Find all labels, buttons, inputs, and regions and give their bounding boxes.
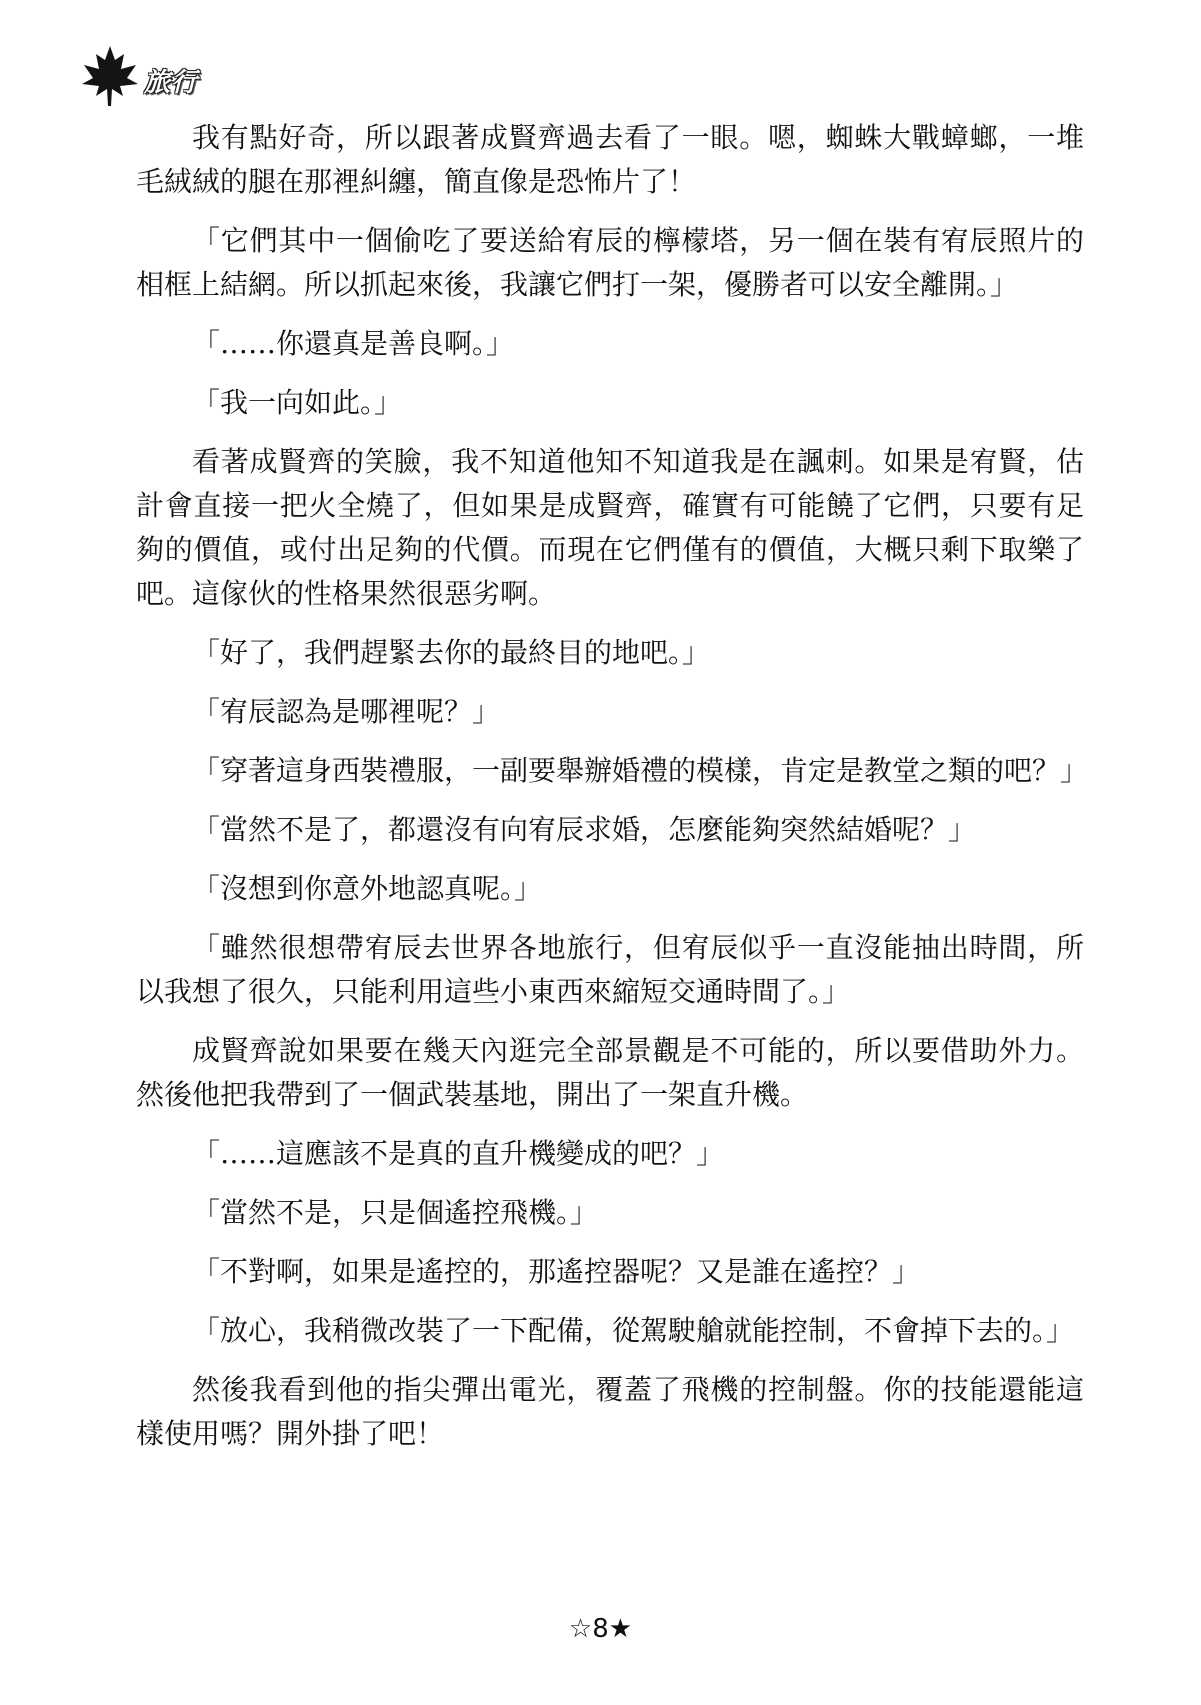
paragraph: 「放心，我稍微改裝了一下配備，從駕駛艙就能控制，不會掉下去的。」 (192, 1314, 1075, 1347)
page-number: ☆8★ (568, 1614, 633, 1644)
paragraph: 我有點好奇，所以跟著成賢齊過去看了一眼。嗯，蜘蛛大戰蟑螂，一堆毛絨絨的腿在那裡糾纏，簡直像是恐怖片了！ (136, 121, 1084, 198)
paragraph: 「宥辰認為是哪裡呢？」 (192, 695, 501, 728)
paragraph: 「它們其中一個偷吃了要送給宥辰的檸檬塔，另一個在裝有宥辰照片的相框上結網。所以抓起來後，我讓它們打一架，優勝者可以安全離開。」 (136, 224, 1084, 301)
paragraph: 「不對啊，如果是遙控的，那遙控器呢？又是誰在遙控？」 (192, 1255, 921, 1288)
section-title: 旅行 (144, 68, 199, 98)
paragraph: 看著成賢齊的笑臉，我不知道他知不知道我是在諷刺。如果是宥賢，估計會直接一把火全燒了，但如果是成賢齊，確實有可能饒了它們，只要有足夠的價值，或付出足夠的代價。而現在它們僅有的價值，大概只剩下取樂了吧。這傢伙的性格果然很惡劣啊。 (136, 445, 1084, 610)
body-text (136, 116, 1089, 1471)
paragraph: 「好了，我們趕緊去你的最終目的地吧。」 (192, 636, 711, 669)
paragraph: 「雖然很想帶宥辰去世界各地旅行，但宥辰似乎一直沒能抽出時間，所以我想了很久，只能利用這些小東西來縮短交通時間了。」 (136, 931, 1084, 1008)
paragraph: 「……這應該不是真的直升機變成的吧？」 (192, 1137, 725, 1170)
paragraph: 成賢齊說如果要在幾天內逛完全部景觀是不可能的，所以要借助外力。然後他把我帶到了一個武裝基地，開出了一架直升機。 (136, 1034, 1084, 1111)
paragraph: 「當然不是了，都還沒有向宥辰求婚，怎麼能夠突然結婚呢？」 (192, 813, 977, 846)
paragraph: 「穿著這身西裝禮服，一副要舉辦婚禮的模樣，肯定是教堂之類的吧？」 (192, 754, 1089, 787)
paragraph: 「我一向如此。」 (192, 386, 403, 419)
paragraph: 「……你還真是善良啊。」 (192, 327, 515, 360)
maple-leaf-icon (80, 44, 140, 108)
paragraph: 然後我看到他的指尖彈出電光，覆蓋了飛機的控制盤。你的技能還能這樣使用嗎？開外掛了吧！ (136, 1373, 1084, 1450)
paragraph: 「沒想到你意外地認真呢。」 (192, 872, 543, 905)
paragraph: 「當然不是，只是個遙控飛機。」 (192, 1196, 599, 1229)
